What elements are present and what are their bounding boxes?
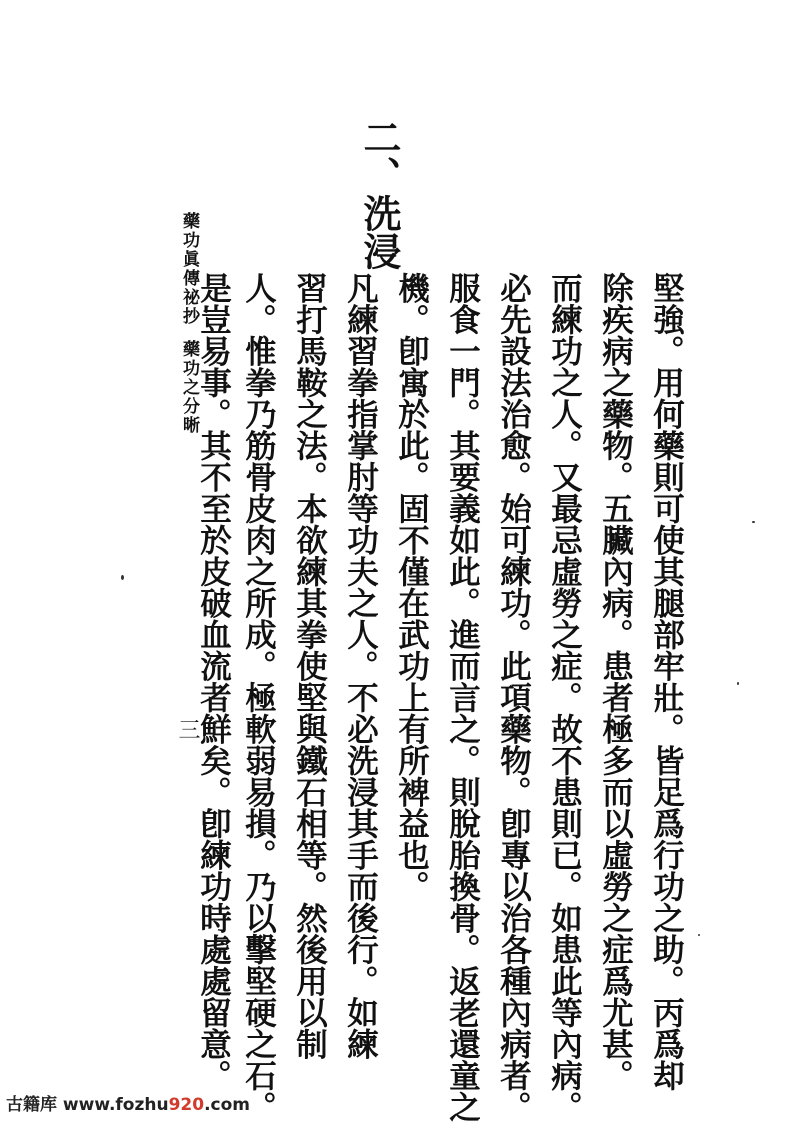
- site-url: www.fozhu920.com: [62, 1095, 251, 1115]
- site-watermark: [6, 1090, 250, 1115]
- text-column-5: 服食一門。其要義如此。進而言之。則脫胎換骨。返老還童之: [444, 272, 482, 1123]
- text-column-9: 人。惟拳乃筋骨皮肉之所成。極軟弱易損。乃以擊堅硬之石。: [240, 272, 278, 1123]
- page-number: 三: [175, 718, 200, 740]
- text-column-10: 是豈易事。其不至於皮破血流者鮮矣。卽練功時處處留意。: [195, 272, 233, 1091]
- text-column-6: 機。卽寓於此。固不僅在武功上有所裨益也。: [393, 272, 431, 902]
- text-column-7: 凡練習拳指掌肘等功夫之人。不必洗浸其手而後行。如練: [342, 272, 380, 1060]
- text-column-8: 習打馬鞍之法。本欲練其拳使堅與鐵石相等。然後用以制: [291, 272, 329, 1060]
- text-column-4: 必先設法治愈。始可練功。此項藥物。卽專以治各種內病者。: [495, 272, 533, 1123]
- scan-speck: [698, 934, 700, 936]
- scan-speck: [737, 682, 739, 685]
- scan-speck: [121, 575, 124, 580]
- section-heading: 二、洗浸: [357, 118, 402, 270]
- running-title: 藥功眞傳祕抄: [179, 212, 199, 326]
- text-column-2: 除疾病之藥物。五臟內病。患者極多而以虛勞之症爲尤甚。: [597, 272, 635, 1091]
- text-column-3: 而練功之人。又最忌虛勞之症。故不患則已。如患此等內病。: [546, 272, 584, 1123]
- text-column-1: 堅強。用何藥則可使其腿部牢壯。皆足爲行功之助。丙爲却: [648, 272, 686, 1091]
- running-section: 藥功之分晰: [179, 340, 199, 435]
- site-name: 古籍库: [6, 1095, 57, 1115]
- scan-speck: [752, 521, 755, 523]
